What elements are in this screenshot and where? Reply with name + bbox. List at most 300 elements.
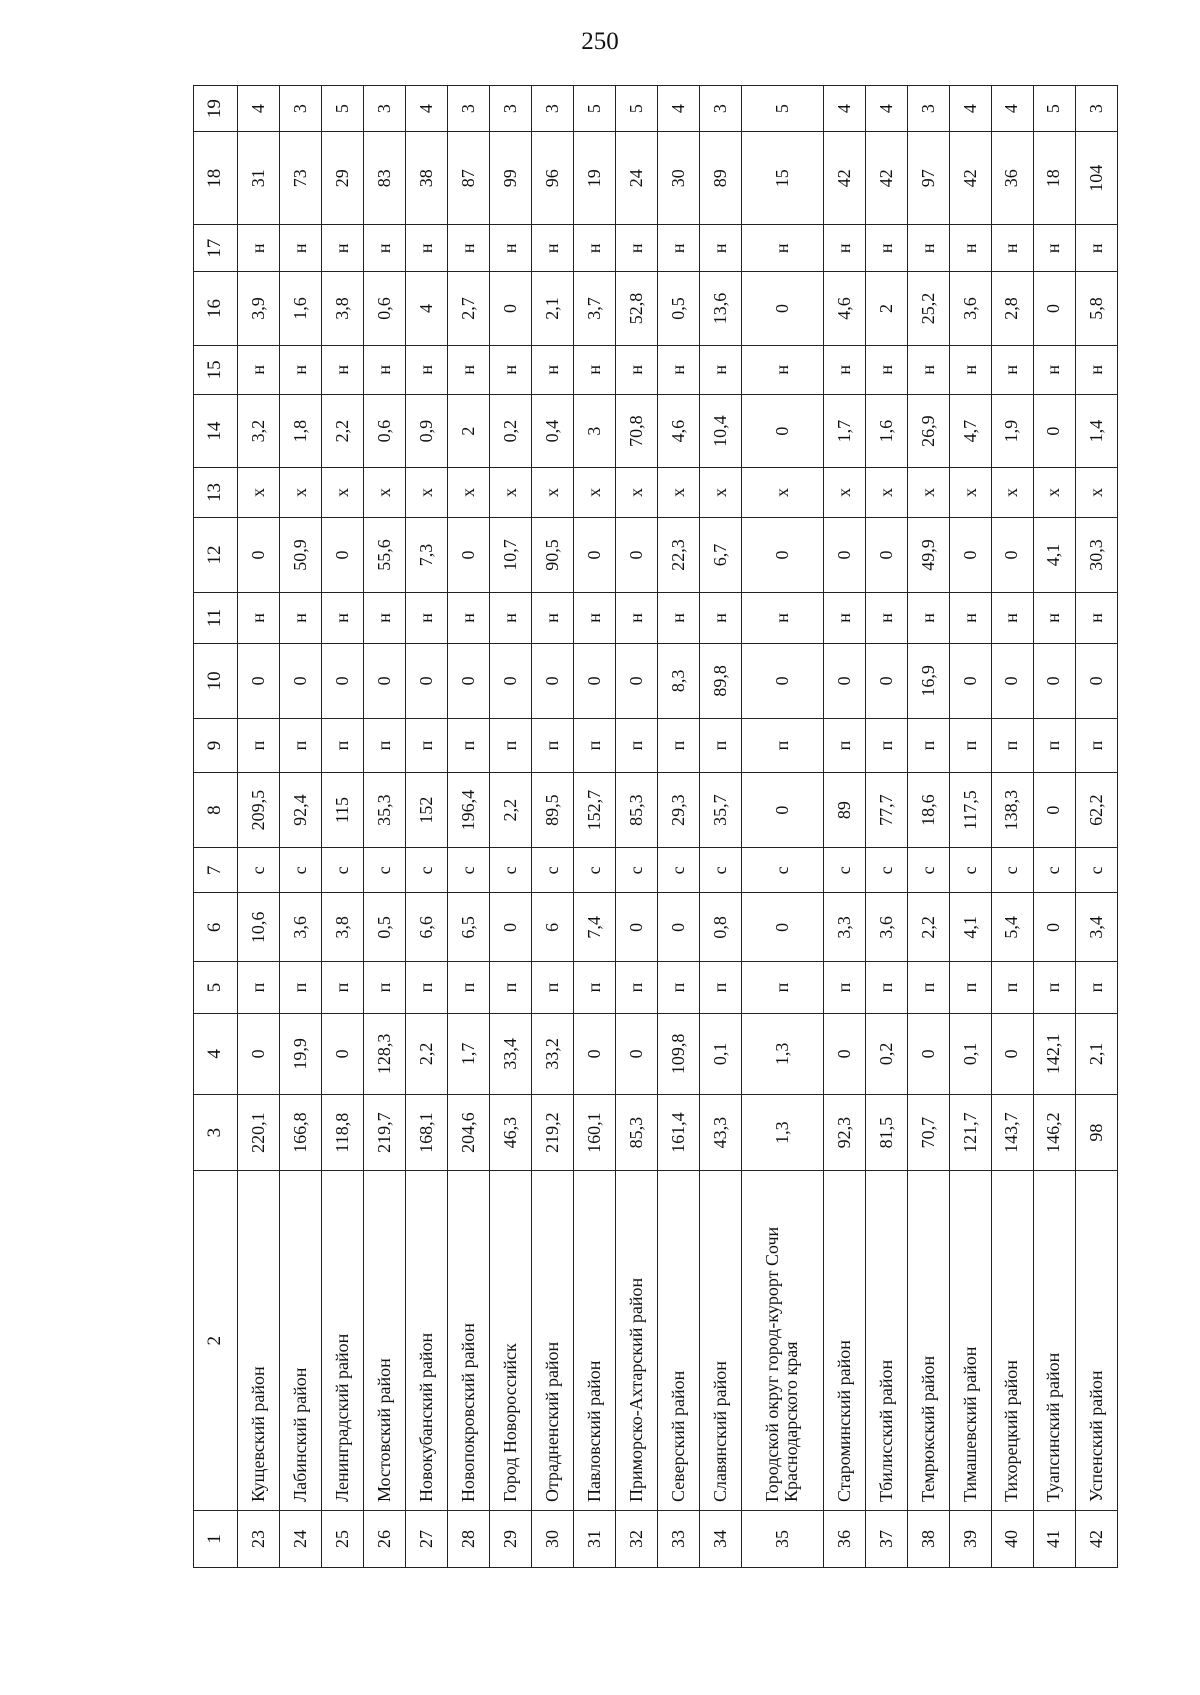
value-cell: 0 [907, 1013, 949, 1094]
row-number-cell: 23 [238, 1511, 280, 1568]
value-cell: 0 [742, 772, 824, 848]
row-number-cell: 30 [532, 1511, 574, 1568]
value-cell: п [532, 962, 574, 1013]
value-cell: 2,1 [1075, 1013, 1117, 1094]
value-cell: н [238, 593, 280, 643]
column-number-cell: 6 [194, 893, 238, 962]
value-cell: 6,6 [406, 893, 448, 962]
value-cell: 4,6 [823, 272, 865, 345]
table-row [823, 86, 865, 1568]
value-cell: 0,6 [364, 272, 406, 345]
column-number-cell: 19 [194, 86, 238, 132]
value-cell: 42 [823, 132, 865, 225]
value-cell: п [742, 962, 824, 1013]
value-cell: 0 [532, 643, 574, 719]
value-cell: н [949, 225, 991, 272]
value-cell: 3 [700, 86, 742, 132]
value-cell: 5 [1033, 86, 1075, 132]
value-cell: 19,9 [280, 1013, 322, 1094]
value-cell: 2,8 [991, 272, 1033, 345]
row-number-cell: 41 [1033, 1511, 1075, 1568]
value-cell: 168,1 [406, 1094, 448, 1171]
value-cell: с [280, 848, 322, 893]
value-cell: н [490, 345, 532, 394]
row-number-cell: 42 [1075, 1511, 1117, 1568]
value-cell: 121,7 [949, 1094, 991, 1171]
value-cell: п [364, 962, 406, 1013]
value-cell: 0 [658, 893, 700, 962]
value-cell: 70,7 [907, 1094, 949, 1171]
column-number-cell: 5 [194, 962, 238, 1013]
value-cell: 0 [448, 643, 490, 719]
value-cell: 0 [742, 272, 824, 345]
value-cell: 89 [823, 772, 865, 848]
value-cell: 3 [532, 86, 574, 132]
value-cell: п [616, 962, 658, 1013]
row-number-cell: 33 [658, 1511, 700, 1568]
row-number-cell: 25 [322, 1511, 364, 1568]
value-cell: 0 [742, 643, 824, 719]
value-cell: 3,6 [280, 893, 322, 962]
column-number-cell: 12 [194, 517, 238, 593]
value-cell: х [364, 468, 406, 517]
value-cell: с [1075, 848, 1117, 893]
district-name-cell: Павловский район [574, 1171, 616, 1511]
value-cell: п [364, 719, 406, 773]
value-cell: 3 [490, 86, 532, 132]
value-cell: 4,1 [1033, 517, 1075, 593]
table-row [658, 86, 700, 1568]
value-cell: 3 [364, 86, 406, 132]
value-cell: 42 [865, 132, 907, 225]
value-cell: 98 [1075, 1094, 1117, 1171]
value-cell: 18 [1033, 132, 1075, 225]
value-cell: 104 [1075, 132, 1117, 225]
value-cell: п [406, 719, 448, 773]
value-cell: с [1033, 848, 1075, 893]
value-cell: 4 [406, 272, 448, 345]
value-cell: 1,4 [1075, 394, 1117, 467]
value-cell: н [490, 593, 532, 643]
table-row [532, 86, 574, 1568]
value-cell: н [991, 225, 1033, 272]
value-cell: 0 [574, 643, 616, 719]
value-cell: с [907, 848, 949, 893]
value-cell: 1,6 [280, 272, 322, 345]
value-cell: 3,2 [238, 394, 280, 467]
value-cell: н [532, 593, 574, 643]
value-cell: 73 [280, 132, 322, 225]
table-body [194, 86, 1118, 1568]
value-cell: 19 [574, 132, 616, 225]
value-cell: 83 [364, 132, 406, 225]
value-cell: 18,6 [907, 772, 949, 848]
value-cell: 0,1 [949, 1013, 991, 1094]
value-cell: н [238, 225, 280, 272]
value-cell: 4 [406, 86, 448, 132]
district-name-cell: Кущевский район [238, 1171, 280, 1511]
value-cell: 77,7 [865, 772, 907, 848]
value-cell: 0,1 [700, 1013, 742, 1094]
value-cell: н [406, 593, 448, 643]
column-number-cell: 2 [194, 1171, 238, 1511]
value-cell: н [448, 593, 490, 643]
value-cell: 3 [280, 86, 322, 132]
value-cell: 0 [616, 893, 658, 962]
value-cell: 3,4 [1075, 893, 1117, 962]
value-cell: н [949, 345, 991, 394]
row-number-cell: 36 [823, 1511, 865, 1568]
row-number-cell: 31 [574, 1511, 616, 1568]
value-cell: 2 [448, 394, 490, 467]
row-number-cell: 24 [280, 1511, 322, 1568]
value-cell: н [823, 345, 865, 394]
table-row [364, 86, 406, 1568]
value-cell: х [1075, 468, 1117, 517]
value-cell: н [1033, 593, 1075, 643]
value-cell: 0 [865, 643, 907, 719]
value-cell: 10,6 [238, 893, 280, 962]
value-cell: 0 [616, 643, 658, 719]
column-number-cell: 3 [194, 1094, 238, 1171]
value-cell: н [700, 593, 742, 643]
value-cell: н [907, 345, 949, 394]
row-number-cell: 40 [991, 1511, 1033, 1568]
value-cell: 6,7 [700, 517, 742, 593]
value-cell: п [448, 719, 490, 773]
value-cell: п [280, 719, 322, 773]
value-cell: 5 [616, 86, 658, 132]
district-name-cell: Тбилисский район [865, 1171, 907, 1511]
value-cell: п [700, 719, 742, 773]
district-name-cell: Славянский район [700, 1171, 742, 1511]
value-cell: 0 [238, 1013, 280, 1094]
value-cell: н [949, 593, 991, 643]
value-cell: х [658, 468, 700, 517]
value-cell: 0,2 [865, 1013, 907, 1094]
value-cell: 0,2 [490, 394, 532, 467]
value-cell: 4,1 [949, 893, 991, 962]
value-cell: 3 [574, 394, 616, 467]
value-cell: 4 [823, 86, 865, 132]
district-name-cell: Тимашевский район [949, 1171, 991, 1511]
value-cell: 0 [574, 517, 616, 593]
value-cell: 0 [991, 517, 1033, 593]
value-cell: 5,4 [991, 893, 1033, 962]
value-cell: х [280, 468, 322, 517]
value-cell: н [865, 593, 907, 643]
value-cell: 33,2 [532, 1013, 574, 1094]
value-cell: 13,6 [700, 272, 742, 345]
value-cell: н [280, 225, 322, 272]
value-cell: п [322, 962, 364, 1013]
table-row [448, 86, 490, 1568]
column-number-cell: 14 [194, 394, 238, 467]
value-cell: 0 [574, 1013, 616, 1094]
value-cell: 42 [949, 132, 991, 225]
value-cell: 30 [658, 132, 700, 225]
value-cell: н [406, 225, 448, 272]
value-cell: 3,6 [865, 893, 907, 962]
value-cell: 31 [238, 132, 280, 225]
value-cell: н [448, 225, 490, 272]
value-cell: н [490, 225, 532, 272]
value-cell: п [406, 962, 448, 1013]
value-cell: н [991, 593, 1033, 643]
value-cell: х [823, 468, 865, 517]
value-cell: н [322, 593, 364, 643]
value-cell: 5 [322, 86, 364, 132]
value-cell: н [865, 345, 907, 394]
value-cell: 0,4 [532, 394, 574, 467]
value-cell: 15 [742, 132, 824, 225]
value-cell: 0 [742, 394, 824, 467]
value-cell: 1,7 [448, 1013, 490, 1094]
value-cell: н [742, 345, 824, 394]
value-cell: 3,9 [238, 272, 280, 345]
column-number-cell: 18 [194, 132, 238, 225]
column-number-cell: 7 [194, 848, 238, 893]
district-name-cell: Мостовский район [364, 1171, 406, 1511]
column-number-cell: 8 [194, 772, 238, 848]
value-cell: п [532, 719, 574, 773]
value-cell: н [406, 345, 448, 394]
value-cell: 36 [991, 132, 1033, 225]
value-cell: 1,3 [742, 1013, 824, 1094]
table-row [700, 86, 742, 1568]
value-cell: 0,5 [364, 893, 406, 962]
table-row [280, 86, 322, 1568]
value-cell: 117,5 [949, 772, 991, 848]
value-cell: 55,6 [364, 517, 406, 593]
value-cell: 0 [448, 517, 490, 593]
page-number: 250 [581, 28, 619, 55]
value-cell: п [700, 962, 742, 1013]
value-cell: н [532, 225, 574, 272]
value-cell: п [574, 719, 616, 773]
value-cell: 2,7 [448, 272, 490, 345]
value-cell: 1,9 [991, 394, 1033, 467]
value-cell: 2,2 [490, 772, 532, 848]
data-table [193, 85, 1118, 1568]
value-cell: п [658, 719, 700, 773]
value-cell: 29,3 [658, 772, 700, 848]
value-cell: 0 [490, 893, 532, 962]
district-name-cell: Отрадненский район [532, 1171, 574, 1511]
value-cell: 1,7 [823, 394, 865, 467]
table-row [616, 86, 658, 1568]
column-number-cell: 11 [194, 593, 238, 643]
value-cell: 43,3 [700, 1094, 742, 1171]
value-cell: 7,3 [406, 517, 448, 593]
table-row [322, 86, 364, 1568]
value-cell: 4,7 [949, 394, 991, 467]
value-cell: 0,5 [658, 272, 700, 345]
value-cell: 0 [490, 643, 532, 719]
column-number-row [194, 86, 238, 1568]
value-cell: с [742, 848, 824, 893]
value-cell: 6,5 [448, 893, 490, 962]
value-cell: 50,9 [280, 517, 322, 593]
value-cell: 8,3 [658, 643, 700, 719]
value-cell: 38 [406, 132, 448, 225]
value-cell: 166,8 [280, 1094, 322, 1171]
value-cell: 0,8 [700, 893, 742, 962]
value-cell: п [823, 719, 865, 773]
value-cell: н [907, 225, 949, 272]
value-cell: х [742, 468, 824, 517]
table-row [406, 86, 448, 1568]
value-cell: с [532, 848, 574, 893]
value-cell: 161,4 [658, 1094, 700, 1171]
district-name-cell: Северский район [658, 1171, 700, 1511]
value-cell: 196,4 [448, 772, 490, 848]
value-cell: н [823, 225, 865, 272]
value-cell: с [991, 848, 1033, 893]
value-cell: 115 [322, 772, 364, 848]
value-cell: н [823, 593, 865, 643]
value-cell: с [823, 848, 865, 893]
value-cell: 146,2 [1033, 1094, 1075, 1171]
value-cell: 220,1 [238, 1094, 280, 1171]
value-cell: 2,2 [406, 1013, 448, 1094]
value-cell: 128,3 [364, 1013, 406, 1094]
table-row [238, 86, 280, 1568]
row-number-cell: 37 [865, 1511, 907, 1568]
value-cell: 0 [1033, 772, 1075, 848]
value-cell: 0 [406, 643, 448, 719]
value-cell: х [865, 468, 907, 517]
value-cell: 5 [742, 86, 824, 132]
value-cell: п [865, 719, 907, 773]
row-number-cell: 35 [742, 1511, 824, 1568]
value-cell: 0 [616, 517, 658, 593]
value-cell: п [616, 719, 658, 773]
value-cell: н [364, 593, 406, 643]
value-cell: 62,2 [1075, 772, 1117, 848]
value-cell: н [616, 593, 658, 643]
row-number-cell: 27 [406, 1511, 448, 1568]
value-cell: 4 [949, 86, 991, 132]
value-cell: п [490, 962, 532, 1013]
row-number-cell: 28 [448, 1511, 490, 1568]
value-cell: 0 [949, 643, 991, 719]
value-cell: 1,6 [865, 394, 907, 467]
district-name-cell: Приморско-Ахтарский район [616, 1171, 658, 1511]
value-cell: 0 [238, 643, 280, 719]
value-cell: 3 [1075, 86, 1117, 132]
value-cell: 0 [991, 1013, 1033, 1094]
value-cell: 152 [406, 772, 448, 848]
value-cell: 24 [616, 132, 658, 225]
district-name-cell: Тихорецкий район [991, 1171, 1033, 1511]
value-cell: 152,7 [574, 772, 616, 848]
value-cell: п [322, 719, 364, 773]
value-cell: 89,8 [700, 643, 742, 719]
value-cell: н [532, 345, 574, 394]
row-number-cell: 29 [490, 1511, 532, 1568]
value-cell: 89 [700, 132, 742, 225]
value-cell: 26,9 [907, 394, 949, 467]
value-cell: н [280, 593, 322, 643]
value-cell: 2,2 [322, 394, 364, 467]
value-cell: н [448, 345, 490, 394]
table-row [1075, 86, 1117, 1568]
district-name-cell: Новокубанский район [406, 1171, 448, 1511]
district-name-cell: Ленинградский район [322, 1171, 364, 1511]
column-number-cell: 4 [194, 1013, 238, 1094]
value-cell: н [322, 225, 364, 272]
value-cell: п [1033, 719, 1075, 773]
value-cell: х [574, 468, 616, 517]
value-cell: 90,5 [532, 517, 574, 593]
value-cell: 0 [865, 517, 907, 593]
value-cell: н [658, 225, 700, 272]
value-cell: 70,8 [616, 394, 658, 467]
value-cell: с [574, 848, 616, 893]
column-number-cell: 16 [194, 272, 238, 345]
value-cell: п [865, 962, 907, 1013]
value-cell: 0 [322, 517, 364, 593]
value-cell: 30,3 [1075, 517, 1117, 593]
value-cell: 46,3 [490, 1094, 532, 1171]
value-cell: х [322, 468, 364, 517]
value-cell: 0,6 [364, 394, 406, 467]
value-cell: 7,4 [574, 893, 616, 962]
value-cell: н [364, 345, 406, 394]
value-cell: 0 [742, 517, 824, 593]
value-cell: 209,5 [238, 772, 280, 848]
value-cell: 0 [490, 272, 532, 345]
value-cell: п [658, 962, 700, 1013]
value-cell: п [238, 962, 280, 1013]
value-cell: х [907, 468, 949, 517]
value-cell: с [865, 848, 907, 893]
table-row [907, 86, 949, 1568]
value-cell: н [574, 345, 616, 394]
value-cell: 0 [1033, 643, 1075, 719]
column-number-cell: 13 [194, 468, 238, 517]
value-cell: н [574, 225, 616, 272]
value-cell: 4 [238, 86, 280, 132]
value-cell: 2,2 [907, 893, 949, 962]
row-number-cell: 39 [949, 1511, 991, 1568]
value-cell: 0 [823, 517, 865, 593]
value-cell: 0 [1033, 394, 1075, 467]
value-cell: с [364, 848, 406, 893]
value-cell: п [991, 962, 1033, 1013]
value-cell: 0 [616, 1013, 658, 1094]
value-cell: п [949, 719, 991, 773]
value-cell: с [238, 848, 280, 893]
value-cell: 29 [322, 132, 364, 225]
value-cell: п [823, 962, 865, 1013]
value-cell: х [991, 468, 1033, 517]
value-cell: н [1075, 345, 1117, 394]
value-cell: 92,4 [280, 772, 322, 848]
value-cell: 85,3 [616, 772, 658, 848]
value-cell: 22,3 [658, 517, 700, 593]
value-cell: 0 [823, 643, 865, 719]
value-cell: 219,2 [532, 1094, 574, 1171]
value-cell: с [490, 848, 532, 893]
value-cell: 10,4 [700, 394, 742, 467]
district-name-cell: Туапсинский район [1033, 1171, 1075, 1511]
district-name-cell: Новопокровский район [448, 1171, 490, 1511]
value-cell: 3 [448, 86, 490, 132]
table-row [574, 86, 616, 1568]
value-cell: 4,6 [658, 394, 700, 467]
